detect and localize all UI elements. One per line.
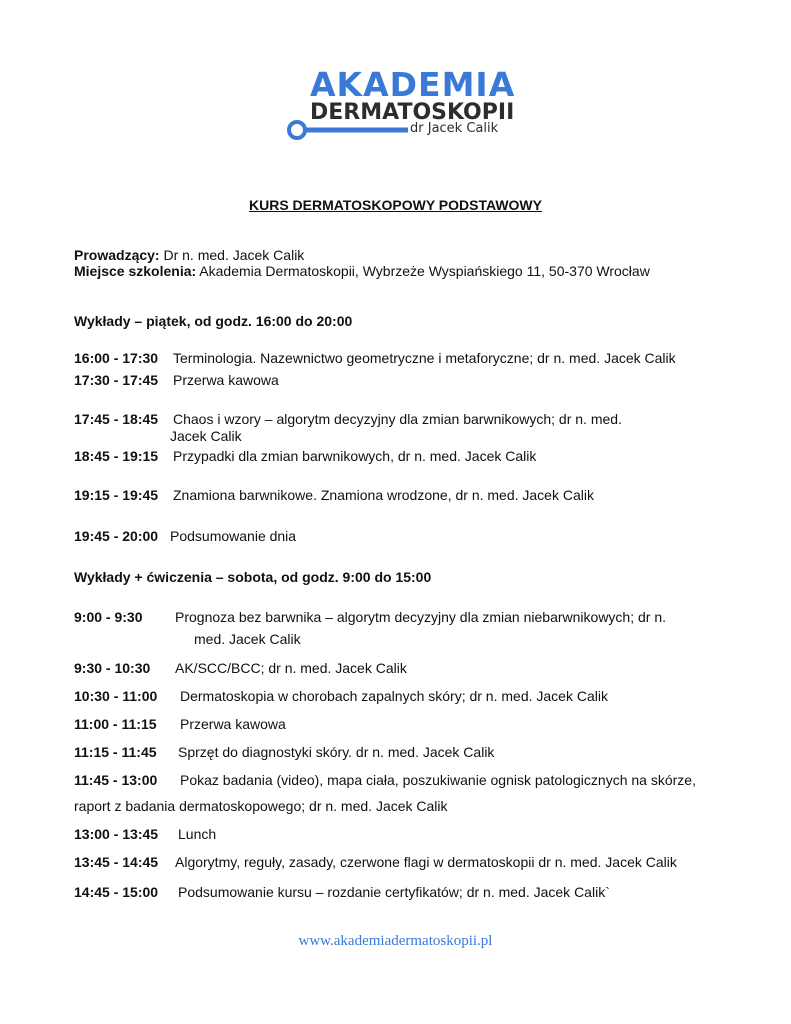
schedule-desc: Znamiona barwnikowe. Znamiona wrodzone, dr n. med. Jacek Calik [173,487,594,503]
schedule-time: 11:00 - 11:15 [74,716,157,732]
schedule-time: 10:30 - 11:00 [74,688,158,704]
schedule-desc: Chaos i wzory – algorytm decyzyjny dla zmian barwnikowych; dr n. med. [173,411,622,427]
schedule-time: 13:00 - 13:45 [74,826,159,842]
schedule-time: 17:30 - 17:45 [74,372,159,388]
schedule-desc-cont: med. Jacek Calik [194,631,301,647]
schedule-time: 19:15 - 19:45 [74,487,159,503]
schedule-time: 14:45 - 15:00 [74,884,159,900]
day2-heading: Wykłady + ćwiczenia – sobota, od godz. 9:00 do 15:00 [74,569,432,585]
schedule-desc: Prognoza bez barwnika – algorytm decyzyjny dla zmian niebarwnikowych; dr n. [175,609,667,625]
place-line [74,263,650,280]
schedule-desc: Terminologia. Nazewnictwo geometryczne i metaforyczne; dr n. med. Jacek Calik [173,350,676,366]
schedule-time: 18:45 - 19:15 [74,448,159,464]
schedule-time: 17:45 - 18:45 [74,411,159,427]
lecturer-value: Dr n. med. Jacek Calik [159,247,305,263]
schedule-time: 9:30 - 10:30 [74,660,151,676]
schedule-desc: Dermatoskopia w chorobach zapalnych skóry; dr n. med. Jacek Calik [180,688,608,704]
lecturer-label: Prowadzący: [74,247,160,263]
place-value: Akademia Dermatoskopii, Wybrzeże Wyspiańskiego 11, 50-370 Wrocław [196,263,650,279]
schedule-time: 19:45 - 20:00 [74,528,159,544]
schedule-desc-cont: Jacek Calik [170,428,242,444]
schedule-time: 16:00 - 17:30 [74,350,159,366]
schedule-desc: Przerwa kawowa [173,372,279,388]
logo [286,65,516,144]
dermatoscope-icon [286,118,410,144]
schedule-desc: Podsumowanie kursu – rozdanie certyfikatów; dr n. med. Jacek Calik` [178,884,610,900]
schedule-desc: Przerwa kawowa [180,716,286,732]
schedule-desc: Lunch [178,826,217,842]
page-title: KURS DERMATOSKOPOWY PODSTAWOWY [249,197,542,213]
logo-title-dermatoskopii: DERMATOSKOPII [310,100,515,125]
schedule-desc: Pokaz badania (video), mapa ciała, poszukiwanie ognisk patologicznych na skórze, [180,772,696,788]
logo-title-akademia: AKADEMIA [310,65,516,104]
schedule-time: 9:00 - 9:30 [74,609,143,625]
lecturer-line [74,247,304,264]
logo-subtitle: dr Jacek Calik [410,121,499,136]
schedule-desc: AK/SCC/BCC; dr n. med. Jacek Calik [175,660,407,676]
schedule-desc: Podsumowanie dnia [170,528,297,544]
schedule-time: 13:45 - 14:45 [74,854,159,870]
place-label: Miejsce szkolenia: [74,263,197,279]
schedule-desc: Przypadki dla zmian barwnikowych, dr n. med. Jacek Calik [173,448,537,464]
schedule-desc: Sprzęt do diagnostyki skóry. dr n. med. Jacek Calik [178,744,495,760]
day1-heading: Wykłady – piątek, od godz. 16:00 do 20:00 [74,313,353,329]
schedule-time: 11:15 - 11:45 [74,744,157,760]
schedule-desc: Algorytmy, reguły, zasady, czerwone flagi w dermatoskopii dr n. med. Jacek Calik [175,854,677,870]
schedule-time: 11:45 - 13:00 [74,772,158,788]
schedule-desc-cont: raport z badania dermatoskopowego; dr n. med. Jacek Calik [74,798,448,814]
website-link[interactable]: www.akademiadermatoskopii.pl [298,933,493,949]
